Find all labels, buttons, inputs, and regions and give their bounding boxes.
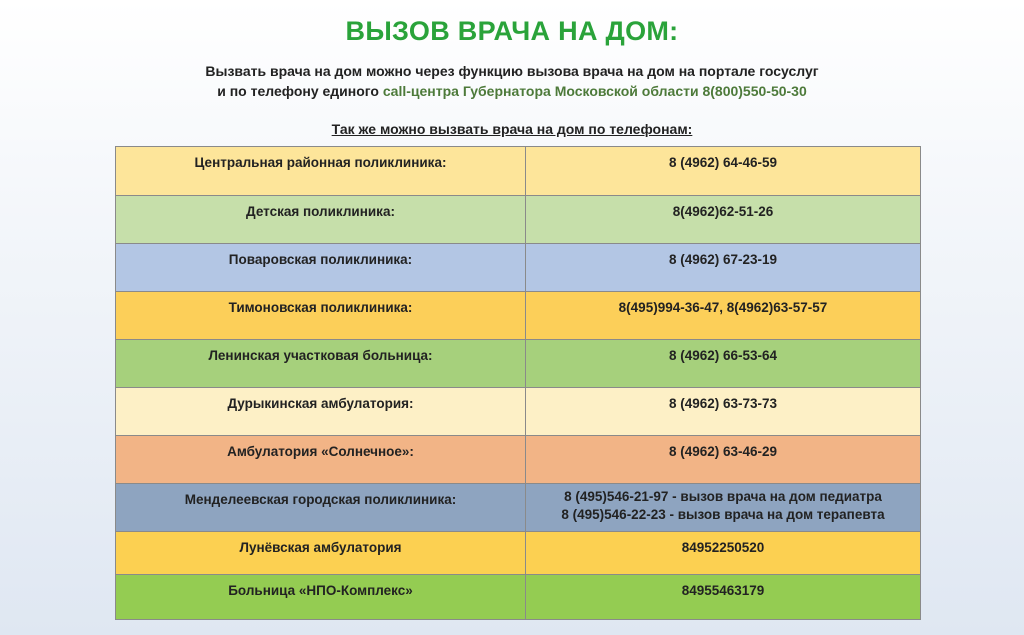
clinic-phone-therapist: 8 (495)546-22-23 - вызов врача на дом терапевта [561, 507, 885, 522]
clinic-phone: 8 (4962) 64-46-59 [526, 147, 921, 196]
intro-text [0, 61, 1024, 101]
clinic-phone: 84952250520 [526, 532, 921, 575]
call-center-phone: call-центра Губернатора Московской области 8(800)550-50-30 [382, 83, 807, 99]
table-row [116, 196, 921, 244]
table-row [116, 292, 921, 340]
table-row [116, 532, 921, 575]
clinic-name: Поваровская поликлиника: [116, 244, 526, 292]
table-row [116, 436, 921, 484]
clinic-name: Лунёвская амбулатория [116, 532, 526, 575]
clinic-phone: 8 (4962) 63-46-29 [526, 436, 921, 484]
clinic-phone: 8 (4962) 66-53-64 [526, 340, 921, 388]
intro-line-1: Вызвать врача на дом можно через функцию вызова врача на дом на портале госуслуг [205, 63, 819, 79]
clinic-phone: 84955463179 [526, 575, 921, 620]
clinic-name: Ленинская участковая больница: [116, 340, 526, 388]
clinic-name: Менделеевская городская поликлиника: [116, 484, 526, 532]
table-row [116, 147, 921, 196]
clinic-name: Детская поликлиника: [116, 196, 526, 244]
clinic-name: Больница «НПО-Комплекс» [116, 575, 526, 620]
page-title: ВЫЗОВ ВРАЧА НА ДОМ: [345, 16, 679, 46]
clinic-name: Амбулатория «Солнечное»: [116, 436, 526, 484]
clinic-phone: 8 (4962) 67-23-19 [526, 244, 921, 292]
clinic-phone [526, 484, 921, 532]
table-row [116, 244, 921, 292]
table-row [116, 340, 921, 388]
clinic-phone-table [115, 146, 921, 620]
clinic-phone-pediatrician: 8 (495)546-21-97 - вызов врача на дом педиатра [564, 489, 882, 504]
table-row [116, 388, 921, 436]
table-subtitle: Так же можно вызвать врача на дом по телефонам: [331, 121, 693, 137]
intro-line-2-prefix: и по телефону единого [217, 83, 383, 99]
table-row [116, 484, 921, 532]
clinic-name: Центральная районная поликлиника: [116, 147, 526, 196]
clinic-name: Дурыкинская амбулатория: [116, 388, 526, 436]
table-row [116, 575, 921, 620]
clinic-phone: 8 (4962) 63-73-73 [526, 388, 921, 436]
clinic-phone: 8(4962)62-51-26 [526, 196, 921, 244]
clinic-name: Тимоновская поликлиника: [116, 292, 526, 340]
clinic-phone: 8(495)994-36-47, 8(4962)63-57-57 [526, 292, 921, 340]
intro-line-2 [0, 81, 1024, 101]
